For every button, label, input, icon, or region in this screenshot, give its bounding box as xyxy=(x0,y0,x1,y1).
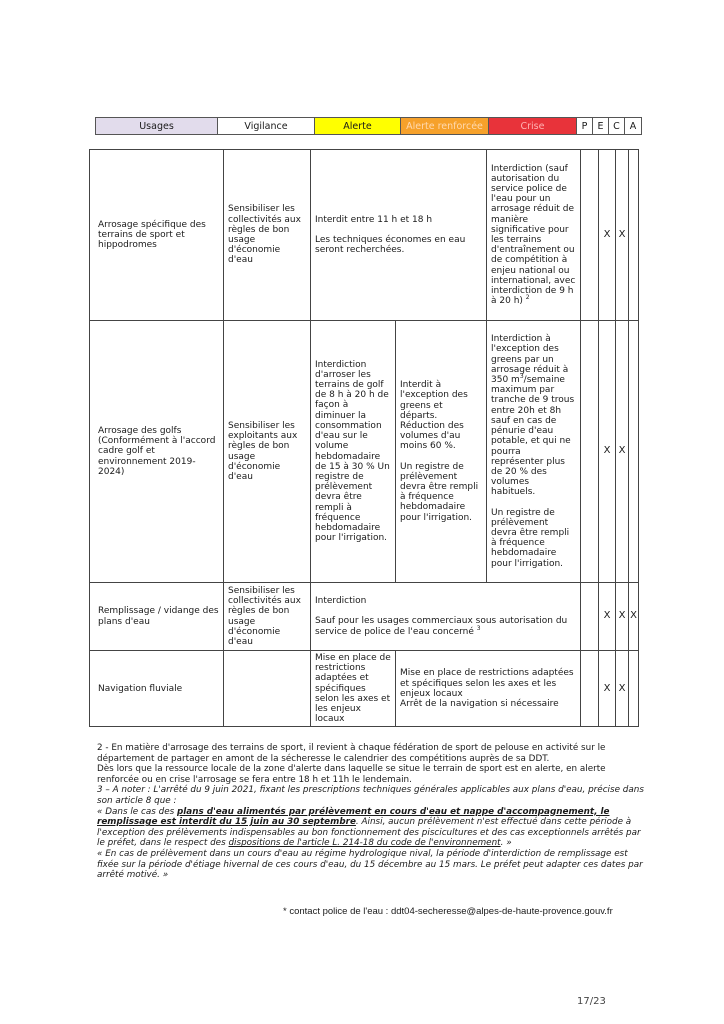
alerte-cell xyxy=(311,150,487,321)
usage-cell: Remplissage / vidange des plans d'eau xyxy=(90,583,224,651)
mark-c: X xyxy=(616,321,629,583)
header-crise: Crise xyxy=(489,118,577,135)
table-row-navigation xyxy=(90,651,639,727)
usage-cell: Arrosage des golfs (Conformément à l'accord cadre golf et environnement 2019-2024) xyxy=(90,321,224,583)
header-p: P xyxy=(577,118,593,135)
mark-e: X xyxy=(599,583,616,651)
crise-cell xyxy=(487,150,581,321)
vigilance-cell xyxy=(224,651,311,727)
alerte-renforcee-crise-cell xyxy=(396,651,581,727)
alerte-text-2: Les techniques économes en eau seront recherchées. xyxy=(315,234,466,256)
footnotes xyxy=(97,743,645,881)
ar-text: Mise en place de restrictions adaptées et spécifiques selon les axes et les enjeux locaux xyxy=(400,668,574,699)
footnote-3-quote-1: « Dans le cas des plans d'eau alimentés par prélèvement en cours d'eau et nappe d'accompagnement, le remplissage est interdit du 15 juin au 30 septembre. Ainsi, aucun prélèvement n'est effectué dans cette période à l'exception des prélèvements indispensables au bon fonctionnement des piscicultures et des cas exceptionnels arrêtés par le préfet, dans le respect des dispositions de l'article L. 214-18 du code de l'environnement. » xyxy=(97,806,641,849)
usage-cell: Arrosage spécifique des terrains de sport et hippodromes xyxy=(90,150,224,321)
mark-a xyxy=(629,321,639,583)
footnote-2a: 2 - En matière d'arrosage des terrains de sport, il revient à chaque fédération de sport de pelouse en activité sur le département de partager en amont de la sécheresse le calendrier des compétitions auprès de sa DDT. xyxy=(97,743,606,764)
footnote-3-intro: 3 – A noter : L'arrêté du 9 juin 2021, fixant les prescriptions techniques générales applicables aux plans d'eau, précise dans son article 8 que : xyxy=(97,785,644,806)
footnote-2b: Dès lors que la ressource locale de la zone d'alerte dans laquelle se situe le terrain de sport est en alerte, en alerte renforcée ou en crise l'arrosage se fera entre 18 h et 11h le lendemain. xyxy=(97,764,606,785)
crise-text: Interdiction (sauf autorisation du service police de l'eau pour un arrosage réduit de manière significative pour les terrains d'entraînement ou de compétition à enjeu national ou international, avec interdiction de 9 h à 20 h) xyxy=(491,163,576,307)
mark-a xyxy=(629,150,639,321)
alerte-text: Interdit entre 11 h et 18 h xyxy=(315,214,433,225)
usage-cell: Navigation fluviale xyxy=(90,651,224,727)
table-row-plans-eau xyxy=(90,583,639,651)
mark-c: X xyxy=(616,651,629,727)
alerte-cell: Interdiction d'arroser les terrains de golf de 8 h à 20 h de façon à diminuer la consommation d'eau sur le volume hebdomadaire de 15 à 30 % Un registre de prélèvement devra être rempli à fréquence hebdomadaire pour l'irrigation. xyxy=(311,321,396,583)
table-row-sport xyxy=(90,150,639,321)
mark-p xyxy=(581,583,599,651)
crise-cell xyxy=(487,321,581,583)
mark-a: X xyxy=(629,583,639,651)
mark-c: X xyxy=(616,150,629,321)
ar-text-2: Arrêt de la navigation si nécessaire xyxy=(400,698,559,709)
measures-table xyxy=(89,149,639,727)
footnote-3-quote-2: « En cas de prélèvement dans un cours d'eau au régime hydrologique nival, la période d'interdiction de remplissage est fixée sur la période d'étiage hivernal de ces cours d'eau, du 15 décembre au 15 mars. Le préfet peut adapter ces dates par arrêté motivé. » xyxy=(97,848,643,881)
alerte-renforcee-text: Interdit à l'exception des greens et départs. Réduction des volumes d'au moins 60 %. xyxy=(400,380,468,452)
measure-text-2: Sauf pour les usages commerciaux sous autorisation du service de police de l'eau concerné $^3$ xyxy=(315,616,568,637)
mark-e: X xyxy=(599,150,616,321)
header-e: E xyxy=(593,118,609,135)
mark-c: X xyxy=(616,583,629,651)
vigilance-cell: Sensibiliser les exploitants aux règles de bon usage d'économie d'eau xyxy=(224,321,311,583)
level-header-table xyxy=(95,117,642,135)
mark-p xyxy=(581,150,599,321)
header-c: C xyxy=(609,118,625,135)
page-number: 17/23 xyxy=(577,996,606,1007)
table-row-golf xyxy=(90,321,639,583)
header-usages: Usages xyxy=(96,118,218,135)
header-alerte-renforcee: Alerte renforcée xyxy=(401,118,489,135)
crise-text-2: Un registre de prélèvement devra être rempli à fréquence hebdomadaire pour l'irrigation. xyxy=(491,507,570,569)
footnote-ref: 3 xyxy=(476,624,481,632)
measures-cell xyxy=(311,583,581,651)
alerte-renforcee-text-2: Un registre de prélèvement devra être rempli à fréquence hebdomadaire pour l'irrigation. xyxy=(400,461,479,523)
mark-e: X xyxy=(599,651,616,727)
vigilance-cell: Sensibiliser les collectivités aux règles de bon usage d'économie d'eau xyxy=(224,583,311,651)
footnote-ref: 2 xyxy=(525,294,530,302)
mark-p xyxy=(581,651,599,727)
contact-line: * contact police de l'eau : ddt04-secheresse@alpes-de-haute-provence.gouv.fr xyxy=(283,906,613,917)
crise-text: Interdiction à l'exception des greens par un arrosage réduit à 350 $m^3$/semaine maximum par tranche de 9 trous entre 20h et 8h sauf en cas de pénurie d'eau potable, et qui ne pourra représenter plus de 20 % des volumes habituels. xyxy=(491,334,575,498)
measure-text: Interdiction xyxy=(315,596,367,607)
mark-e: X xyxy=(599,321,616,583)
mark-p xyxy=(581,321,599,583)
mark-a xyxy=(629,651,639,727)
header-vigilance: Vigilance xyxy=(218,118,315,135)
header-a: A xyxy=(625,118,642,135)
header-alerte: Alerte xyxy=(315,118,401,135)
vigilance-cell: Sensibiliser les collectivités aux règles de bon usage d'économie d'eau xyxy=(224,150,311,321)
alerte-renforcee-cell xyxy=(396,321,487,583)
alerte-cell: Mise en place de restrictions adaptées et spécifiques selon les axes et les enjeux locaux xyxy=(311,651,396,727)
